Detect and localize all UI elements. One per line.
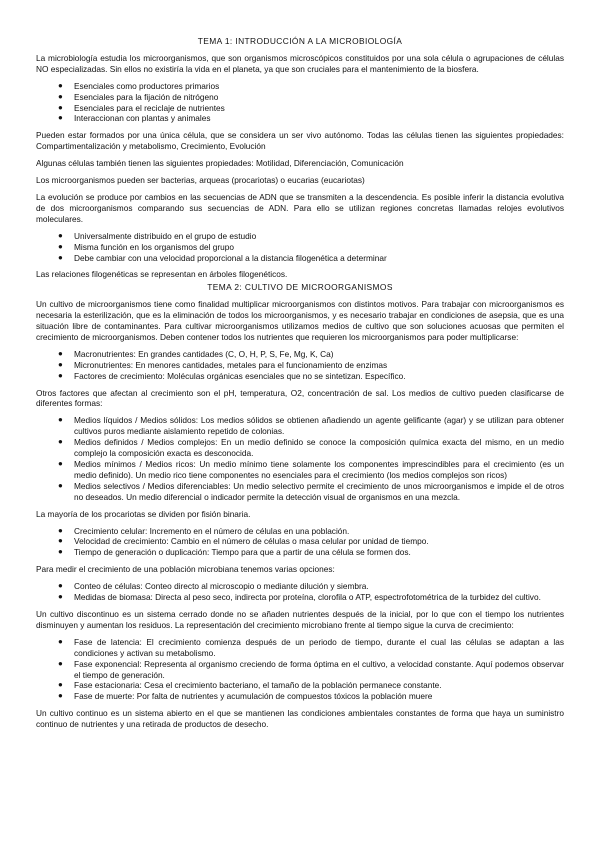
tema1-list-2 <box>36 231 564 264</box>
bullet-icon: ● <box>58 415 63 425</box>
tema2-list-5 <box>36 637 564 702</box>
tema2-paragraph-5: Un cultivo discontinuo es un sistema cerrado donde no se añaden nutrientes después de la inicial, por lo que con el tiempo los nutrientes disminuyen y aumentan los residuos. La representación del crecimiento microbiano frente al tiempo sigue la curva de crecimiento: <box>36 608 564 630</box>
bullet-icon: ● <box>58 480 63 490</box>
bullet-icon: ● <box>58 80 63 90</box>
bullet-icon: ● <box>58 691 63 701</box>
bullet-icon: ● <box>58 348 63 358</box>
list-item: ● Universalmente distribuido en el grupo de estudio <box>58 230 257 241</box>
list-item: ● Esenciales para la fijación de nitrógeno <box>58 91 219 102</box>
list-item: ● Debe cambiar con una velocidad proporcional a la distancia filogenética a determinar <box>58 252 387 263</box>
list-item: ● Medios líquidos / Medios sólidos: Los medios sólidos se obtienen añadiendo un agente gelificante (agar) y se utilizan para obtener cultivos puros mediante aislamiento repetido de colonias. <box>58 415 564 437</box>
tema1-list-1 <box>36 81 564 125</box>
tema2-list-2 <box>36 415 564 502</box>
tema1-paragraph-4: Los microorganismos pueden ser bacterias, arqueas (procariotas) o eucarias (eucariotas) <box>36 175 365 186</box>
bullet-icon: ● <box>58 592 63 602</box>
list-item: ● Macronutrientes: En grandes cantidades (C, O, H, P, S, Fe, Mg, K, Ca) <box>58 348 334 359</box>
list-item: ● Tiempo de generación o duplicación: Tiempo para que a partir de una célula se formen dos. <box>58 547 411 558</box>
bullet-icon: ● <box>58 370 63 380</box>
bullet-icon: ● <box>58 252 63 262</box>
tema1-paragraph-1: La microbiología estudia los microorganismos, que son organismos microscópicos constituidos por una sola célula o agrupaciones de células NO especializadas. Sin ellos no existiría la vida en el planeta, ya que son cruciales para el mantenimiento de la biosfera. <box>36 52 564 74</box>
list-item: ● Micronutrientes: En menores cantidades, metales para el funcionamiento de enzimas <box>58 359 388 370</box>
bullet-icon: ● <box>58 581 63 591</box>
bullet-icon: ● <box>58 91 63 101</box>
tema2-paragraph-4: Para medir el crecimiento de una población microbiana tenemos varias opciones: <box>36 564 335 575</box>
list-item: ● Esenciales como productores primarios <box>58 80 220 91</box>
bullet-icon: ● <box>58 230 63 240</box>
bullet-icon: ● <box>58 658 63 668</box>
list-item: ● Conteo de células: Conteo directo al microscopio o mediante dilución y siembra. <box>58 581 369 592</box>
list-item: ● Medios mínimos / Medios ricos: Un medio mínimo tiene solamente los componentes imprescindibles para el crecimiento (es un medio definido). Un medio rico tiene componentes no esenciales para el crecimiento (los medios complejos son ricos) <box>58 459 564 480</box>
list-item: ● Misma función en los organismos del grupo <box>58 241 235 252</box>
tema1-paragraph-3: Algunas células también tienen las siguientes propiedades: Motilidad, Diferenciación, Comunicación <box>36 158 404 169</box>
tema1-title: TEMA 1: INTRODUCCIÓN A LA MICROBIOLOGÍA <box>197 36 403 46</box>
list-item: ● Medios definidos / Medios complejos: En un medio definido se conoce la composición química exacta del mismo, en un medio complejo la composición exacta es desconocida. <box>58 437 564 459</box>
tema2-list-3 <box>36 526 564 559</box>
tema2-paragraph-1: Un cultivo de microorganismos tiene como finalidad multiplicar microorganismos con distintos motivos. Para trabajar con microorganismos es necesaria la esterilización, que es la eliminación de todos los microorganismos, y es necesario trabajar en condiciones de asepsia, que es una situación libre de contaminantes. Para cultivar microorganismos utilizamos medios de cultivo que son soluciones acuosas que permiten el crecimiento de microorganismos. Deben contener todos los nutrientes que requieren los microorganismos para poder multiplicarse: <box>36 299 564 342</box>
tema2-paragraph-6: Un cultivo continuo es un sistema abierto en el que se mantienen las condiciones ambientales constantes de forma que haya un suministro continuo de nutrientes y una retirada de productos de desecho. <box>36 708 564 730</box>
list-item: ● Esenciales para el reciclaje de nutrientes <box>58 102 225 113</box>
list-item: ● Factores de crecimiento: Moléculas orgánicas esenciales que no se sintetizan. Específico. <box>58 370 406 381</box>
bullet-icon: ● <box>58 536 63 546</box>
tema2-list-4 <box>36 581 564 603</box>
tema2-paragraph-2: Otros factores que afectan al crecimiento son el pH, temperatura, O2, concentración de sal. Los medios de cultivo pueden clasificarse de diferentes formas: <box>36 387 564 409</box>
tema2-list-1 <box>36 349 564 382</box>
list-item: ● Fase estacionaria: Cesa el crecimiento bacteriano, el tamaño de la población permanece constante. <box>58 680 442 691</box>
list-item: ● Fase de muerte: Por falta de nutrientes y acumulación de compuestos tóxicos la población muere <box>58 691 433 702</box>
bullet-icon: ● <box>58 525 63 535</box>
bullet-icon: ● <box>58 680 63 690</box>
bullet-icon: ● <box>58 636 63 646</box>
list-item: ● Crecimiento celular: Incremento en el número de células en una población. <box>58 525 350 536</box>
tema2-paragraph-3: La mayoría de los procariotas se dividen por fisión binaria. <box>36 508 251 519</box>
list-item: ● Fase de latencia: El crecimiento comienza después de un periodo de tiempo, durante el cual las células se adaptan a las condiciones y activan su metabolismo. <box>58 636 564 658</box>
tema1-paragraph-5: La evolución se produce por cambios en las secuencias de ADN que se transmiten a la descendencia. Es posible inferir la distancia evolutiva de dos microorganismos comparando sus secuencias de ADN. Para ello se utilizan regiones concretas llamadas relojes evolutivos moleculares. <box>36 191 564 224</box>
bullet-icon: ● <box>58 459 63 468</box>
bullet-icon: ● <box>58 359 63 369</box>
tema2-title: TEMA 2: CULTIVO DE MICROORGANISMOS <box>207 282 393 293</box>
bullet-icon: ● <box>58 547 63 557</box>
list-item: ● Velocidad de crecimiento: Cambio en el número de células o masa celular por unidad de tiempo. <box>58 536 429 547</box>
list-item: ● Medios selectivos / Medios diferenciables: Un medio selectivo permite el crecimiento de unos microorganismos e impide el de otros no deseados. Un medio diferencial o indicador permite la detección visual de organismos en una mezcla. <box>58 480 564 502</box>
tema1-paragraph-6: Las relaciones filogenéticas se representan en árboles filogenéticos. <box>36 269 288 280</box>
bullet-icon: ● <box>58 437 63 447</box>
bullet-icon: ● <box>58 113 63 123</box>
list-item: ● Medidas de biomasa: Directa al peso seco, indirecta por proteína, clorofila o ATP, espectrofotométrica de la turbidez del cultivo. <box>58 592 541 603</box>
list-item: ● Fase exponencial: Representa al organismo creciendo de forma óptima en el cultivo, a velocidad constante. Aquí podemos observar el tiempo de generación. <box>58 658 564 680</box>
bullet-icon: ● <box>58 102 63 112</box>
list-item: ● Interaccionan con plantas y animales <box>58 113 211 124</box>
bullet-icon: ● <box>58 241 63 251</box>
tema1-paragraph-2: Pueden estar formados por una única célula, que se considera un ser vivo autónomo. Todas las células tienen las siguientes propiedades: Compartimentalización y metabolismo, Crecimiento, Evolución <box>36 130 564 152</box>
